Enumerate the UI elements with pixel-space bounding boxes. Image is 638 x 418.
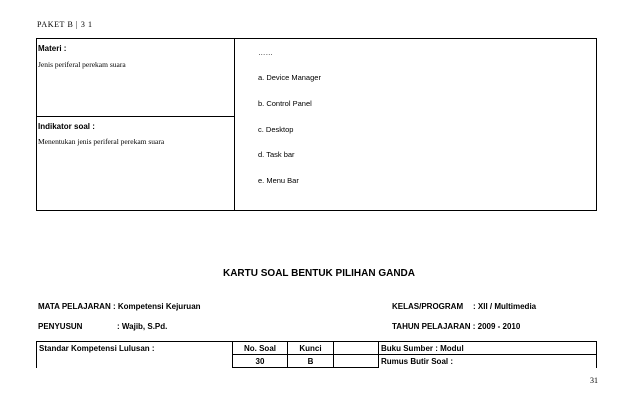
- option-d: d. Task bar: [258, 150, 295, 159]
- option-a: a. Device Manager: [258, 73, 321, 82]
- option-e: e. Menu Bar: [258, 176, 299, 185]
- materi-label: Materi :: [38, 44, 67, 53]
- indikator-label: Indikator soal :: [38, 122, 95, 131]
- kelas-label: KELAS/PROGRAM: [392, 302, 464, 311]
- penyusun-value: : Wajib, S.Pd.: [117, 322, 168, 331]
- materi-value: Jenis periferal perekam suara: [38, 60, 126, 69]
- page-number: 31: [590, 376, 598, 385]
- kelas-value: : XII / Multimedia: [473, 302, 537, 311]
- question-text: ……: [258, 48, 273, 57]
- rumus-butir-soal-label: Rumus Butir Soal :: [381, 357, 454, 366]
- buku-sumber: Buku Sumber : Modul: [381, 344, 464, 353]
- tahun-pelajaran: TAHUN PELAJARAN : 2009 - 2010: [392, 322, 521, 331]
- option-c: c. Desktop: [258, 125, 294, 134]
- option-b: b. Control Panel: [258, 99, 312, 108]
- penyusun-label: PENYUSUN: [38, 322, 83, 331]
- kunci-header: Kunci: [299, 344, 322, 353]
- mata-pelajaran: MATA PELAJARAN : Kompetensi Kejuruan: [38, 302, 201, 311]
- page-header: PAKET B | 3 1: [37, 20, 93, 29]
- no-soal-header: No. Soal: [243, 344, 276, 353]
- kartu-title: KARTU SOAL BENTUK PILIHAN GANDA: [222, 268, 416, 279]
- no-soal-value: 30: [255, 357, 265, 366]
- indikator-value: Menentukan jenis periferal perekam suara: [38, 137, 165, 146]
- standar-kompetensi-label: Standar Kompetensi Lulusan :: [39, 344, 155, 353]
- kunci-value: B: [307, 357, 314, 366]
